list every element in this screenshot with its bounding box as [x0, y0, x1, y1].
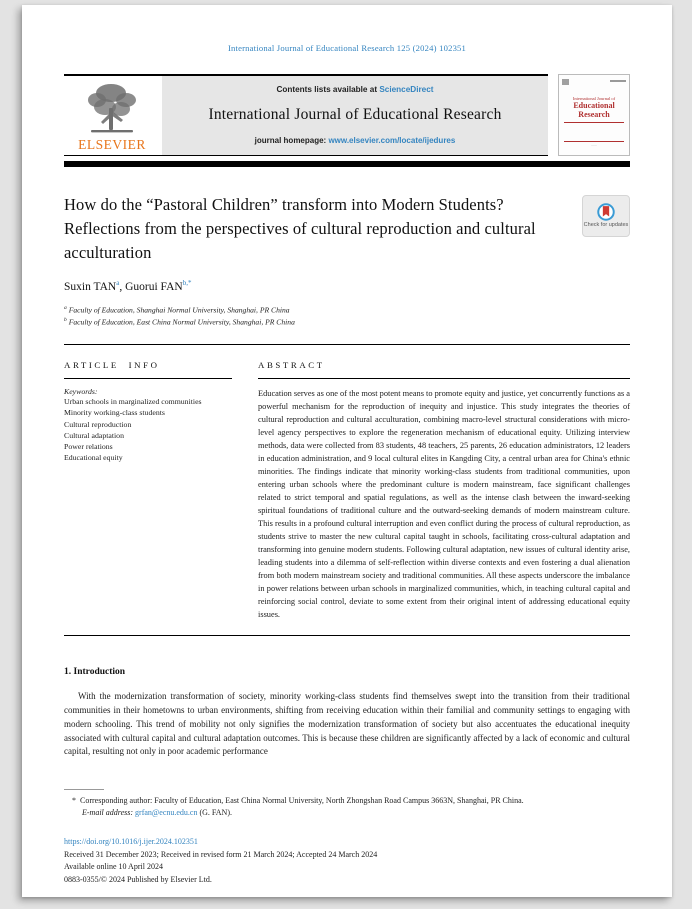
email-label: E-mail address: — [82, 808, 134, 818]
affiliation-line — [64, 316, 630, 329]
affiliation-text: Faculty of Education, Shanghai Normal University, Shanghai, PR China — [68, 305, 290, 315]
abstract-heading: ABSTRACT — [258, 359, 325, 370]
cover-footer-mark: ‾‾‾‾‾ — [591, 145, 597, 149]
check-for-updates-icon — [597, 203, 615, 221]
author-line — [64, 279, 630, 293]
sciencedirect-link[interactable]: ScienceDirect — [379, 85, 434, 94]
affiliation-text: Faculty of Education, East China Normal University, Shanghai, PR China — [68, 317, 295, 327]
journal-cover-thumbnail[interactable] — [558, 74, 630, 156]
available-online-line: Available online 10 April 2024 — [64, 862, 163, 872]
introduction-heading: 1. Introduction — [64, 667, 126, 678]
elsevier-logo — [64, 76, 160, 155]
cover-journal-name-1: Educational — [573, 101, 615, 110]
doi-link[interactable]: https://doi.org/10.1016/j.ijer.2024.102351 — [64, 836, 198, 846]
journal-homepage-line — [168, 136, 542, 145]
title-block — [64, 193, 630, 265]
contents-prefix: Contents lists available at — [276, 85, 378, 94]
footnote-rule — [64, 789, 104, 790]
introduction-paragraph: With the modernization transformation of society, minority working-class students find themselves swept into the transition from their traditional communities in their hometowns to urban environments, shifting from receiving education within their familial and community settings to engaging with modern schooling. This trend of mobility not only signifies the modernization transformation of society but also accentuates the educational inequity associated with cultural capital and cultural adaptation outcomes. This is because these children are significantly affected by a lack of economic and cultural capital, resulting not only in poor academic performance — [64, 691, 630, 757]
author-name: Guorui FAN — [125, 280, 183, 293]
email-line — [72, 807, 630, 819]
check-for-updates-badge[interactable] — [582, 195, 630, 237]
masthead-banner — [64, 74, 548, 156]
footnote-text: Corresponding author: Faculty of Education, East China Normal University, North Zhongshan Road Campus 3663N, Shanghai, PR China. — [80, 796, 524, 806]
article-title: How do the “Pastoral Children” transform into Modern Students? Reflections from the perspectives of cultural reproduction and cultural acculturation — [64, 195, 536, 262]
article-info-heading: ARTICLE INFO — [64, 359, 160, 370]
cover-top-decoration — [562, 79, 626, 88]
received-dates-line: Received 31 December 2023; Received in revised form 21 March 2024; Accepted 24 March 2024 — [64, 849, 378, 859]
cover-journal-name-2: Research — [578, 110, 610, 120]
footnote-marker: * — [72, 796, 76, 806]
abstract-heading-rule — [258, 378, 630, 379]
keyword-item: Urban schools in marginalized communities — [64, 396, 202, 406]
cover-red-rule-top — [564, 122, 624, 123]
header-divider-bar — [64, 161, 630, 167]
affiliation-sup: b — [64, 317, 67, 324]
keyword-item: Educational equity — [64, 453, 123, 463]
contents-list-line — [168, 85, 542, 94]
cover-journal-series: International Journal of — [572, 96, 616, 101]
article-info-column — [64, 360, 232, 621]
journal-title: International Journal of Educational Research — [208, 106, 502, 123]
email-link[interactable]: grfan@ecnu.edu.cn — [135, 808, 198, 818]
keyword-item: Cultural adaptation — [64, 430, 124, 440]
check-for-updates-label: Check for updates — [583, 222, 629, 229]
journal-homepage-link[interactable]: www.elsevier.com/locate/ijedures — [328, 136, 456, 145]
email-suffix: (G. FAN). — [199, 808, 232, 818]
abstract-column — [258, 360, 630, 621]
affiliations — [64, 304, 630, 329]
affiliation-sup: a — [64, 304, 67, 311]
keyword-item: Power relations — [64, 442, 113, 452]
article-info-heading-rule — [64, 378, 232, 379]
elsevier-tree-icon — [85, 80, 139, 136]
homepage-label: journal homepage: — [254, 136, 327, 145]
keyword-item: Cultural reproduction — [64, 419, 132, 429]
footnote-line — [72, 795, 630, 807]
corresponding-author-footnote — [64, 795, 630, 820]
cover-logo-mark — [562, 79, 569, 85]
cover-red-rule-bottom — [564, 141, 624, 142]
author-affiliation-sup[interactable]: a — [116, 278, 120, 287]
elsevier-wordmark: ELSEVIER — [78, 137, 146, 152]
journal-masthead — [64, 74, 630, 156]
masthead-gray-panel — [162, 76, 548, 155]
info-abstract-columns — [64, 345, 630, 636]
journal-citation: International Journal of Educational Research 125 (2024) 102351 — [227, 43, 467, 53]
keywords-label: Keywords: — [64, 386, 98, 396]
author-separator: , — [119, 280, 126, 293]
issn-copyright-line: 0883-0355/© 2024 Published by Elsevier Ltd. — [64, 875, 212, 885]
affiliation-line — [64, 304, 630, 317]
keyword-item: Minority working-class students — [64, 408, 165, 418]
paper-page — [22, 5, 672, 897]
article-footer — [64, 836, 630, 887]
author-affiliation-sup[interactable]: b,* — [182, 278, 192, 287]
abstract-text: Education serves as one of the most potent means to promote equity and justice, yet concurrently functions as a powerful mechanism for the reproduction of inequity and injustice. This study integrates the theories of cultural reproduction and cultural acculturation, combining macro-level structural considerations with micro-level agency perspectives to explore the regeneration mechanism of educational equity. Utilizing interview methods, data were collected from 83 students, 48 teachers, 25 parents, 26 education administrators, 12 leaders in education administration, and 9 local cultural elites in Kangding City, a central urban area for China's ethnic minorities. The findings indicate that minority working-class students from traditional communities, upon entering urban schools where the predominant culture is modern mainstream, face significant challenges related to strict temporal and spatial regulations, as well as the intense clash between the inward-seeking spiritual foundations of traditional culture and the outward-seeking demands of modern mainstream culture. This results in a profound cultural interruption and even conflict during the process of cultural reproduction, as students strive to master the new cultural capital taught in schools, facilitating cross-cultural adaptation and transforming into genuine modern students. Following cultural adaptation, new issues of cultural identity arise, leading students into a dilemma of self-reflection within diverse contexts and even fostering a dual alienation from both modern mainstream society and traditional communities. All these aspects underscore the imbalance in power relations between urban schools in marginalized communities, which, in teaching cultural capital and reinforcing social control, deviate to some extent from their original intent of addressing educational equity issues. — [258, 388, 630, 620]
author-name: Suxin TAN — [64, 280, 117, 293]
cover-issue-mark — [610, 80, 626, 82]
